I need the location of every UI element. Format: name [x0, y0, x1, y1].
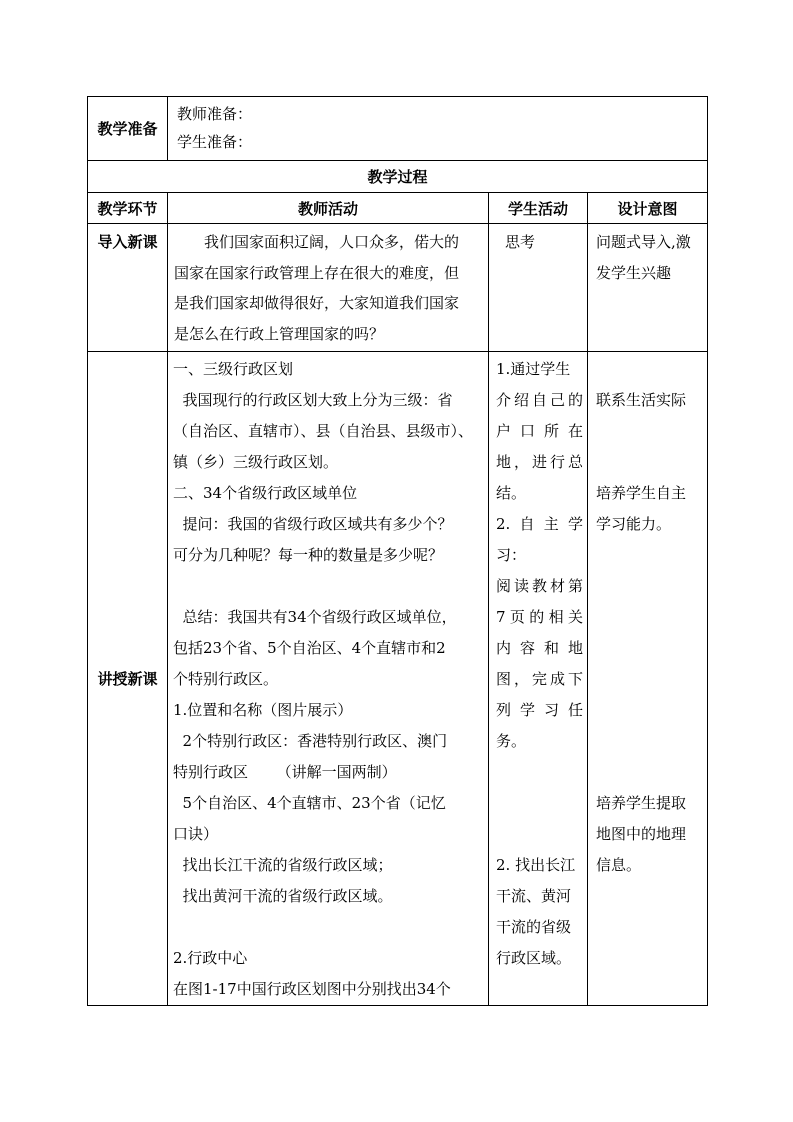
main-teacher-line: 在图1-17中国行政区划图中分别找出34个: [173, 980, 451, 998]
main-teacher-line: 口诀）: [173, 825, 219, 843]
intro-row: [88, 224, 708, 352]
main-teacher-line: 找出黄河干流的省级行政区域。: [173, 887, 393, 905]
intent-line: 信息。: [596, 856, 642, 874]
main-teacher-line: 个特别行政区。: [173, 670, 279, 688]
main-teacher-line: 我国现行的行政区划大致上分为三级：省: [173, 391, 453, 409]
intro-teacher-line: 国家在国家行政管理上存在很大的难度，但: [174, 263, 460, 282]
student-blank: [496, 757, 583, 850]
main-teacher-line: 特别行政区 （讲解一国两制）: [173, 763, 397, 781]
main-teacher-line: 找出长江干流的省级行政区域；: [173, 856, 393, 874]
main-teacher: [168, 352, 489, 1006]
main-teacher-line: 包括23个省、5个自治区、4个直辖市和2: [173, 639, 446, 657]
student-line: 介绍自己的: [496, 391, 583, 409]
main-teacher-line: （自治区、直辖市）、县（自治县、县级市）、: [173, 422, 474, 440]
intro-teacher: [168, 224, 489, 352]
intent-line: 联系生活实际: [596, 391, 687, 409]
intro-intent-line: 问题式导入,激: [596, 233, 691, 251]
intro-student: [489, 224, 588, 352]
intent-blank: [596, 416, 705, 447]
process-title-row: [88, 161, 708, 193]
main-teacher-line: 二、34个省级行政区域单位: [173, 484, 358, 502]
header-teacher: 教师活动: [168, 193, 489, 224]
main-teacher-blank: [173, 912, 486, 943]
intro-student-text: 思考: [505, 233, 536, 251]
intro-stage: 导入新课: [88, 224, 168, 352]
intent-blank: [596, 757, 705, 788]
intent-blank: [596, 354, 705, 385]
student-prep: 学生准备：: [177, 133, 253, 151]
student-line: 务。: [496, 732, 527, 750]
main-row: [88, 352, 708, 1006]
student-line: 阅读教材第: [496, 577, 583, 595]
student-line: 内容和地: [496, 639, 583, 657]
intro-intent-line: 发学生兴趣: [596, 263, 672, 282]
student-line: 干流的省级: [496, 918, 572, 936]
intro-teacher-line: 是怎么在行政上管理国家的吗？: [174, 325, 385, 344]
student-line: 行政区域。: [496, 949, 572, 967]
main-teacher-line: 提问：我国的省级行政区域共有多少个？: [173, 515, 453, 533]
student-line: 2. 找出长江: [496, 856, 576, 874]
intent-blank: [596, 447, 705, 478]
prep-row: [88, 97, 708, 161]
intent-blank: [596, 726, 705, 757]
student-line: 图，完成下: [496, 670, 583, 688]
main-student: [489, 352, 588, 1006]
student-line: 1.通过学生: [496, 360, 571, 378]
main-teacher-line: 总结：我国共有34个省级行政区域单位，: [173, 608, 457, 626]
intent-line: 地图中的地理: [596, 825, 687, 843]
header-stage: 教学环节: [88, 193, 168, 224]
main-teacher-line: 2个特别行政区：香港特别行政区、澳门: [173, 732, 448, 750]
main-teacher-line: 一、三级行政区划: [173, 360, 294, 378]
prep-label: 教学准备: [88, 97, 168, 161]
intro-teacher-line: 我们国家面积辽阔，人口众多，偌大的: [204, 233, 460, 251]
main-teacher-line: 1.位置和名称（图片展示）: [173, 701, 353, 719]
main-teacher-line: 可分为几种呢？每一种的数量是多少呢？: [173, 546, 444, 564]
student-line: 户口所在: [496, 422, 583, 440]
main-intent: [588, 352, 708, 1006]
header-student: 学生活动: [489, 193, 588, 224]
main-teacher-line: 5个自治区、4个直辖市、23个省（记忆: [173, 794, 446, 812]
student-line: 结。: [496, 484, 527, 502]
intro-teacher-line: 是我们国家却做得很好，大家知道我们国家: [174, 294, 460, 313]
intro-intent: [588, 224, 708, 352]
teacher-prep: 教师准备：: [177, 105, 253, 123]
intent-line: 培养学生自主: [596, 484, 687, 502]
student-line: 7页的相关: [496, 608, 583, 626]
main-stage: 讲授新课: [88, 352, 168, 1006]
student-line: 列学习任: [496, 701, 583, 719]
main-teacher-line: 镇（乡）三级行政区划。: [173, 453, 339, 471]
main-teacher-blank: [173, 571, 486, 602]
header-intent: 设计意图: [588, 193, 708, 224]
intent-blank: [596, 540, 705, 726]
lesson-plan-table: [87, 96, 708, 1006]
student-line: 干流、黄河: [496, 887, 572, 905]
student-line: 地，进行总: [496, 453, 583, 471]
header-row: [88, 193, 708, 224]
main-teacher-line: 2.行政中心: [173, 949, 248, 967]
prep-content: [168, 97, 708, 161]
student-line: 2.自主学习：: [496, 515, 583, 564]
intent-line: 学习能力。: [596, 515, 672, 533]
intent-line: 培养学生提取: [596, 794, 687, 812]
process-title: 教学过程: [88, 161, 708, 193]
